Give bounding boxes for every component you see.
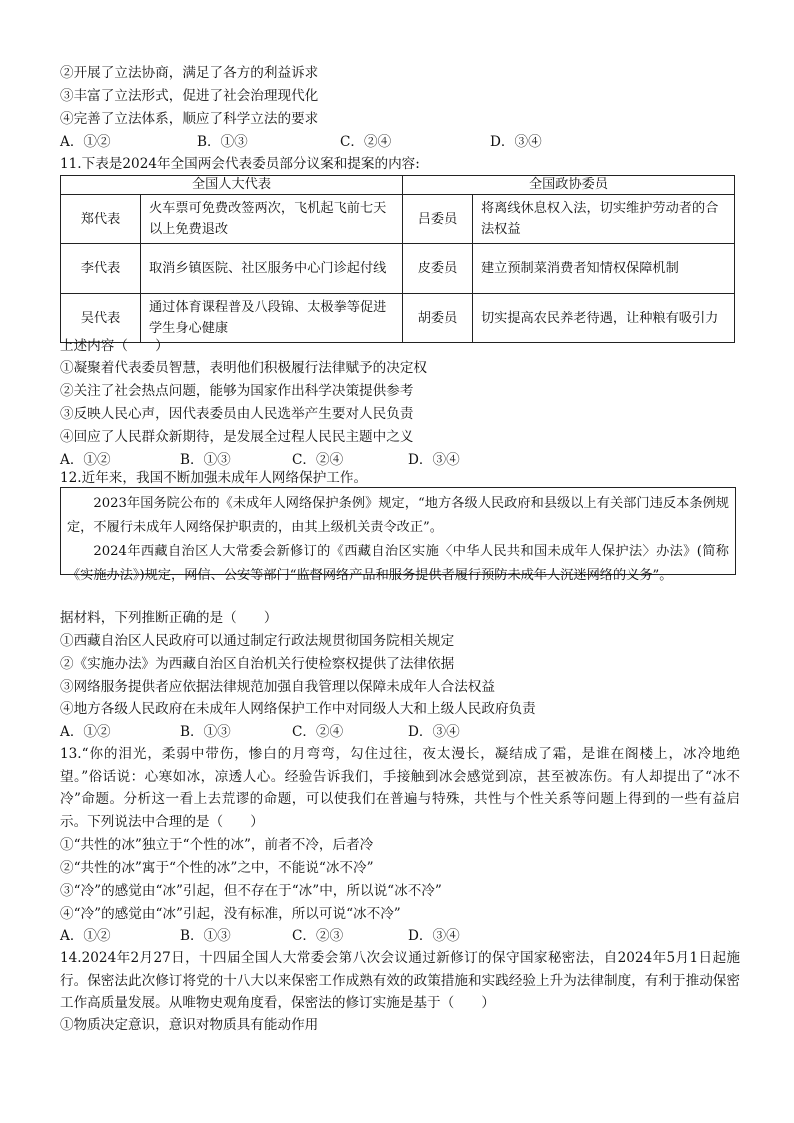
- q11-table: [60, 175, 735, 343]
- header-cppcc: 全国政协委员: [403, 176, 735, 195]
- q12-option-a[interactable]: A．①②: [60, 724, 111, 740]
- q12-option-d[interactable]: D．③④: [408, 724, 460, 740]
- q11-option-d[interactable]: D．③④: [408, 452, 460, 468]
- table-row: [61, 244, 735, 294]
- rep-proposal: 取消乡镇医院、社区服务中心门诊起付线: [141, 244, 403, 294]
- q13-stem: 13.“你的泪光，柔弱中带伤，惨白的月弯弯，勾住过往，夜太漫长，凝结成了霜，是谁在阁楼上，冰冷地绝望。”俗话说：心寒如冰，凉透人心。经验告诉我们，手接触到冰会感觉到凉，甚至被冻伤。有人却提出了“冰不冷”命题。分析这一看上去荒谬的命题，可以使我们在普遍与特殊，共性与个性关系等问题上得到的一些有益启示。下列说法中合理的是（ ）: [60, 746, 740, 830]
- q12-item-1: ①西藏自治区人民政府可以通过制定行政法规贯彻国务院相关规定: [60, 633, 455, 649]
- q12-lead: 据材料，下列推断正确的是（ ）: [60, 610, 278, 626]
- rep-name: 李代表: [61, 244, 141, 294]
- q10-item-4: ④完善了立法体系，顺应了科学立法的要求: [60, 111, 319, 127]
- q14-stem: 14.2024年2月27日，十四届全国人大常委会第八次会议通过新修订的保守国家秘密法，自2024年5月1日起施行。保密法此次修订将党的十八大以来保密工作成熟有效的政策措施和实践经验上升为法律制度，有利于推动保密工作高质量发展。从唯物史观角度看，保密法的修订实施是基于（ ）: [60, 950, 740, 1011]
- q12-material-1: 2023年国务院公布的《未成年人网络保护条例》规定，“地方各级人民政府和县级以上有关部门违反本条例规定，不履行未成年人网络保护职责的，由其上级机关责令改正”。: [67, 496, 729, 535]
- q14-item-1: ①物质决定意识，意识对物质具有能动作用: [60, 1017, 319, 1033]
- q12-item-4: ④地方各级人民政府在未成年人网络保护工作中对同级人大和上级人民政府负责: [60, 701, 536, 717]
- q13-option-c[interactable]: C．②③: [292, 928, 344, 944]
- q12-item-2: ②《实施办法》为西藏自治区自治机关行使检察权提供了法律依据: [60, 656, 455, 672]
- q11-item-3: ③反映人民心声，因代表委员由人民选举产生要对人民负责: [60, 406, 414, 422]
- q11-stem: 11.下表是2024年全国两会代表委员部分议案和提案的内容:: [60, 156, 420, 172]
- member-name: 吕委员: [403, 195, 473, 244]
- rep-proposal: 火车票可免费改签两次，飞机起飞前七天以上免费退改: [141, 195, 403, 244]
- q10-item-2: ②开展了立法协商，满足了各方的利益诉求: [60, 65, 319, 81]
- q11-option-a[interactable]: A．①②: [60, 452, 111, 468]
- q10-option-c[interactable]: C．②④: [340, 134, 392, 150]
- member-proposal: 切实提高农民养老待遇，让种粮有吸引力: [473, 294, 735, 343]
- q12-option-b[interactable]: B．①③: [180, 724, 231, 740]
- q10-option-b[interactable]: B．①③: [197, 134, 248, 150]
- q13-item-3: ③“冷”的感觉由“冰”引起，但不存在于“冰”中，所以说“冰不冷”: [60, 883, 442, 899]
- q12-material-2: 2024年西藏自治区人大常委会新修订的《西藏自治区实施〈中华人民共和国未成年人保护法〉办法》(简称《实施办法》)规定，网信、公安等部门“监督网络产品和服务提供者履行预防未成年人沉迷网络的义务”。: [67, 544, 729, 583]
- q11-item-2: ②关注了社会热点问题，能够为国家作出科学决策提供参考: [60, 383, 414, 399]
- table-header-row: [61, 176, 735, 195]
- q11-item-1: ①凝聚着代表委员智慧，表明他们积极履行法律赋予的决定权: [60, 360, 428, 376]
- member-proposal: 将离线休息权入法，切实维护劳动者的合法权益: [473, 195, 735, 244]
- q13-item-1: ①“共性的冰”独立于“个性的冰”，前者不冷，后者冷: [60, 837, 374, 853]
- header-npc: 全国人大代表: [61, 176, 403, 195]
- q12-material-box: [60, 487, 736, 583]
- member-name: 胡委员: [403, 294, 473, 343]
- table-row: [61, 195, 735, 244]
- q13-option-d[interactable]: D．③④: [408, 928, 460, 944]
- q13-item-2: ②“共性的冰”寓于“个性的冰”之中，不能说“冰不冷”: [60, 860, 374, 876]
- q10-option-d[interactable]: D．③④: [490, 134, 542, 150]
- q11-option-b[interactable]: B．①③: [180, 452, 231, 468]
- q10-item-3: ③丰富了立法形式，促进了社会治理现代化: [60, 88, 319, 104]
- q12-option-c[interactable]: C．②④: [292, 724, 344, 740]
- member-proposal: 建立预制菜消费者知情权保障机制: [473, 244, 735, 294]
- q12-item-3: ③网络服务提供者应依据法律规范加强自我管理以保障未成年人合法权益: [60, 679, 495, 695]
- q10-option-a[interactable]: A．①②: [60, 134, 111, 150]
- q13-item-4: ④“冷”的感觉由“冰”引起，没有标准，所以可说“冰不冷”: [60, 906, 401, 922]
- member-name: 皮委员: [403, 244, 473, 294]
- q12-stem: 12.近年来，我国不断加强未成年人网络保护工作。: [60, 470, 368, 486]
- rep-name: 吴代表: [61, 294, 141, 343]
- rep-name: 郑代表: [61, 195, 141, 244]
- q11-option-c[interactable]: C．②④: [292, 452, 344, 468]
- q13-option-a[interactable]: A．①②: [60, 928, 111, 944]
- q11-item-4: ④回应了人民群众新期待，是发展全过程人民民主题中之义: [60, 429, 414, 445]
- q11-lead: 上述内容（ ）: [60, 338, 169, 354]
- rep-proposal: 通过体育课程普及八段锦、太极拳等促进学生身心健康: [141, 294, 403, 343]
- q13-option-b[interactable]: B．①③: [180, 928, 231, 944]
